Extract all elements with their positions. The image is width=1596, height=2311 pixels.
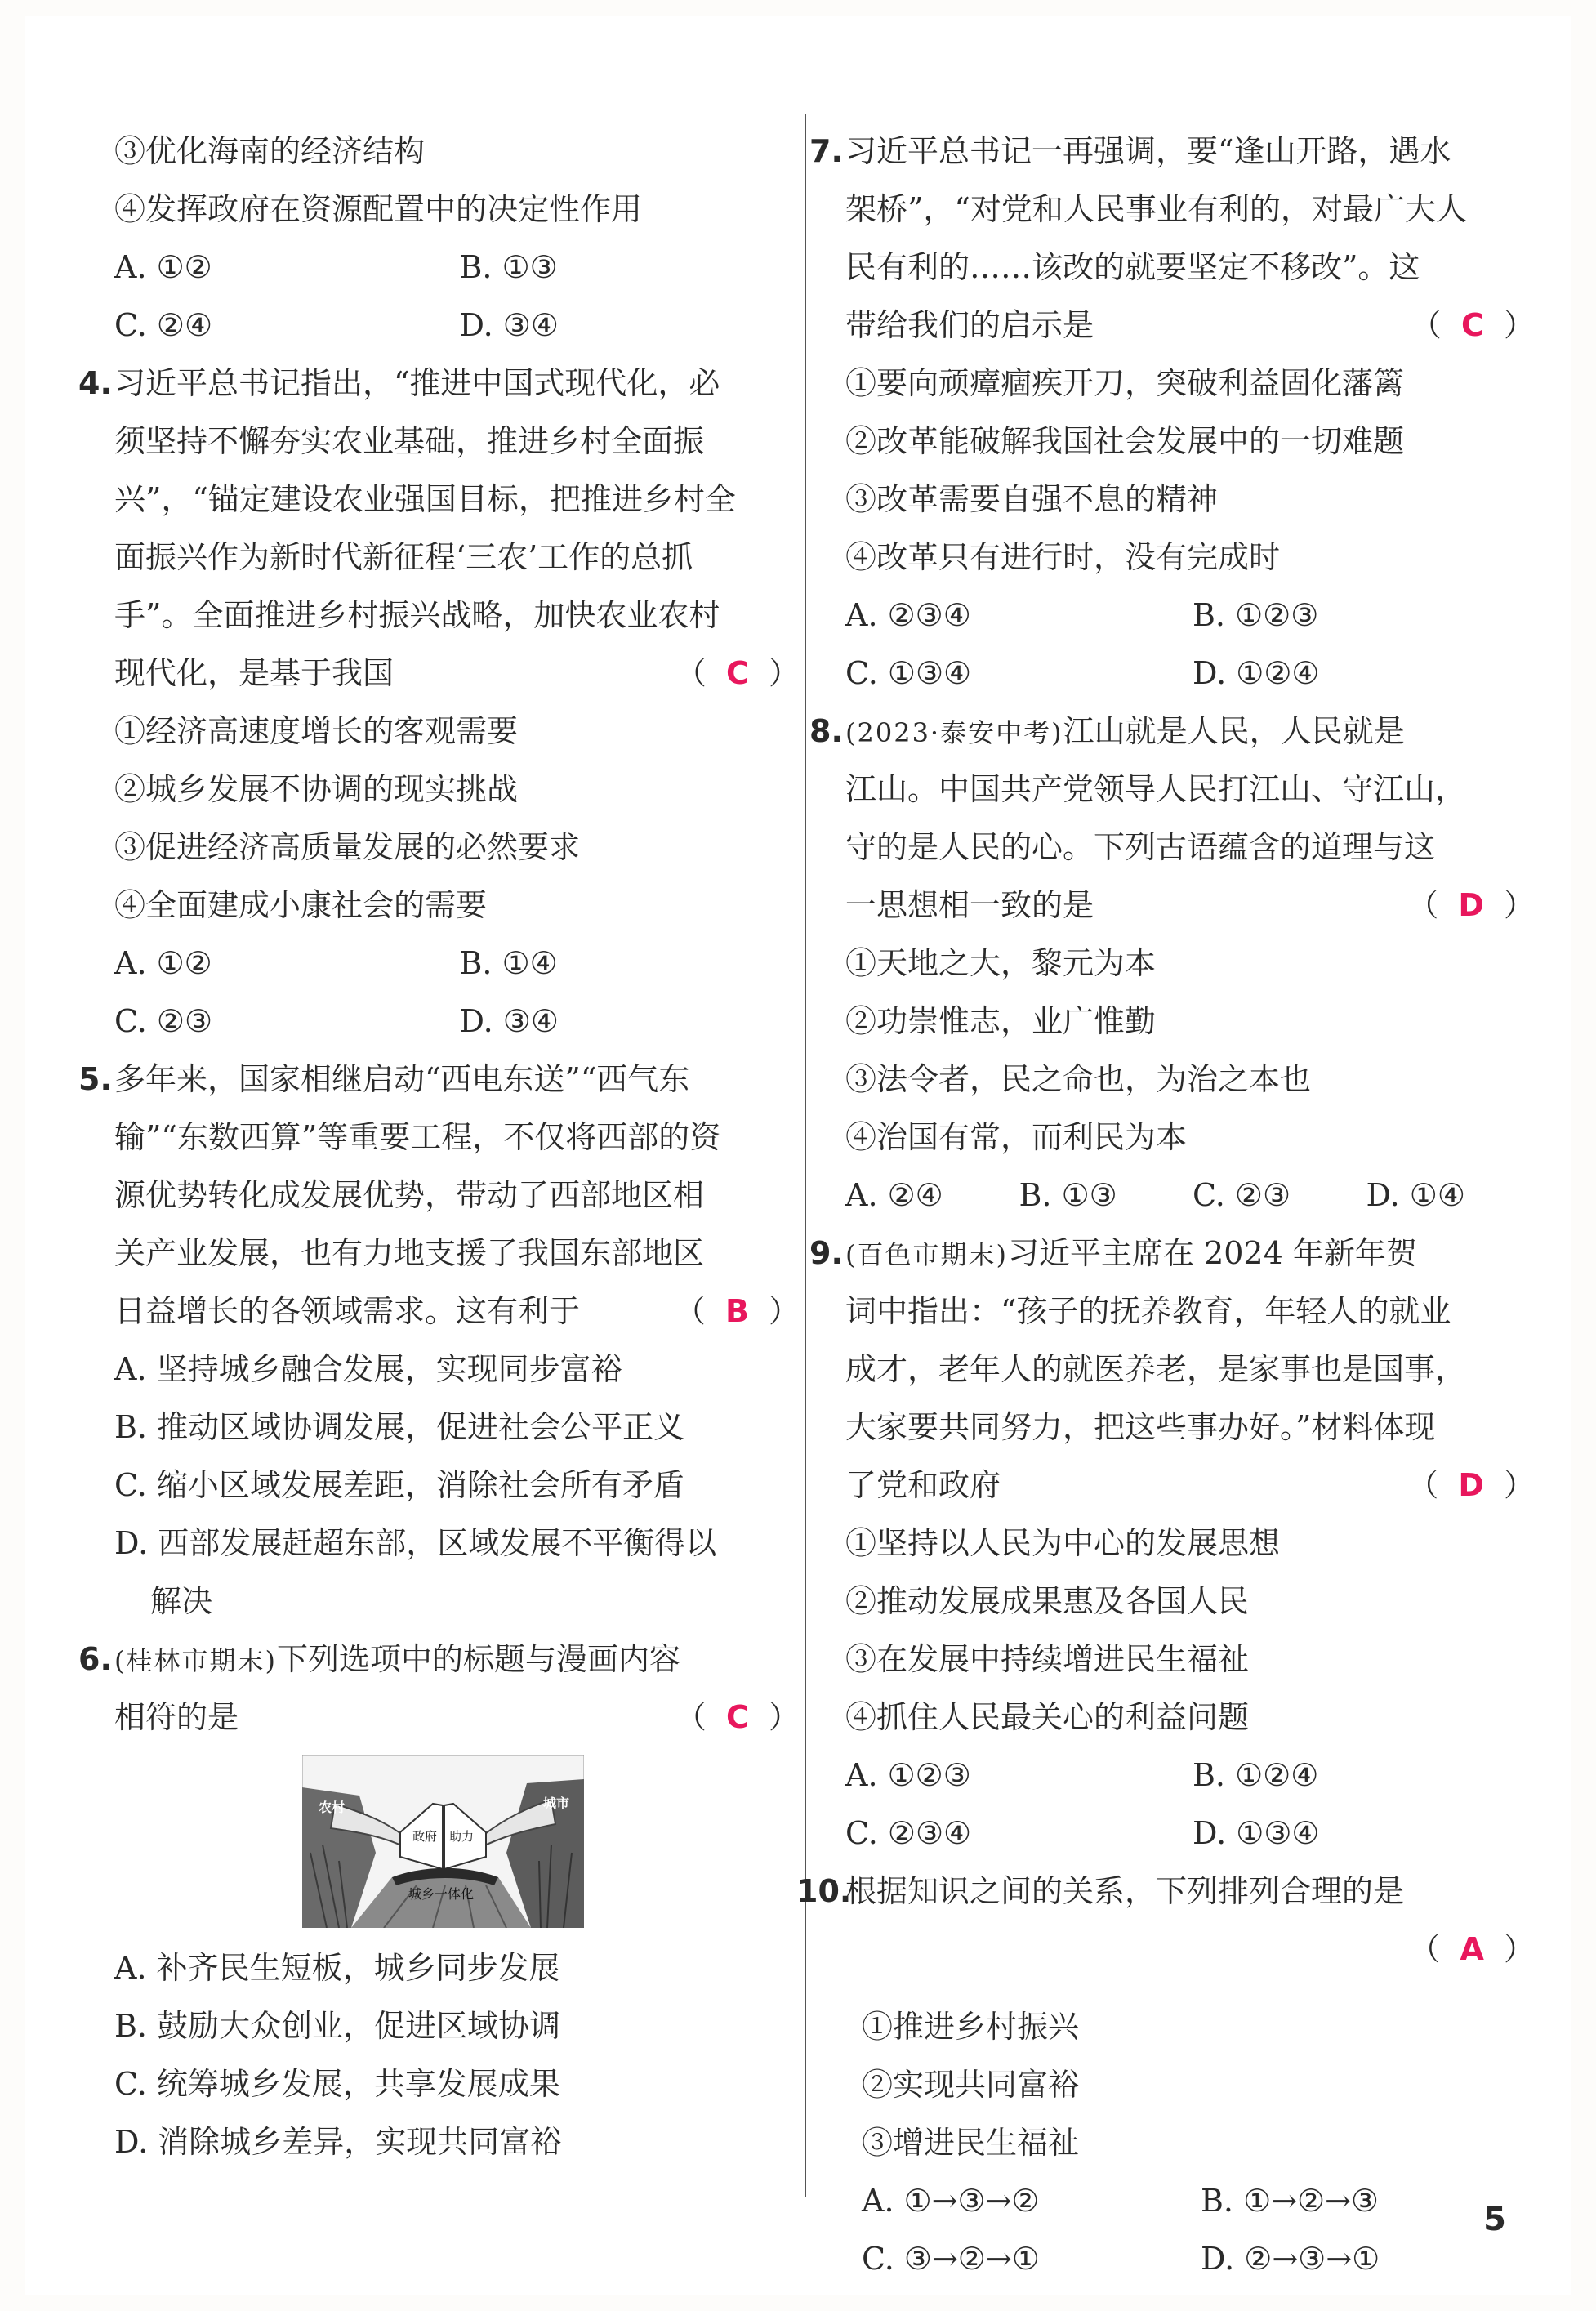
q5-stem-line: 输”“东数西算”等重要工程，不仅将西部的资	[114, 1119, 721, 1155]
q8-stem-line: 江山。中国共产党领导人民打江山、守江山，	[845, 771, 1467, 807]
q5-stem-line: 日益增长的各领域需求。这有利于	[114, 1293, 581, 1329]
q5-option-a[interactable]: A. 坚持城乡融合发展，实现同步富裕	[114, 1351, 622, 1387]
q3-options-row-1	[114, 239, 805, 297]
q4-answer: C	[726, 655, 754, 691]
q9-item-3: ③在发展中持续增进民生福祉	[845, 1641, 1250, 1677]
q4-options-row-1	[114, 935, 805, 993]
q5-option-d-continued: 解决	[150, 1583, 213, 1619]
q5-stem-line: 关产业发展，也有力地支援了我国东部地区	[114, 1235, 705, 1271]
q8-option-c[interactable]: C. ②③	[1193, 1177, 1291, 1213]
q4-stem-line: 习近平总书记指出，“推进中国式现代化，必	[114, 365, 720, 401]
q10-number: 10.	[796, 1873, 852, 1909]
q3-item-4: ④发挥政府在资源配置中的决定性作用	[114, 191, 643, 227]
q4-item-4: ④全面建成小康社会的需要	[114, 887, 488, 923]
q6-option-b[interactable]: B. 鼓励大众创业，促进区域协调	[114, 2008, 561, 2044]
q8-stem-line: 江山就是人民，人民就是	[1063, 713, 1405, 749]
q8-number: 8.	[809, 713, 843, 749]
q7-option-b[interactable]: B. ①②③	[1193, 597, 1319, 633]
q5-option-c[interactable]: C. 缩小区域发展差距，消除社会所有矛盾	[114, 1467, 684, 1503]
q7-stem-line: 架桥”，“对党和人民事业有利的，对最广大人	[845, 191, 1467, 227]
q10-options-row-2	[845, 2230, 1540, 2288]
q4-options-row-2	[114, 993, 805, 1051]
q6-answer-bracket: （ C ）	[675, 1699, 805, 1735]
q3-option-b[interactable]: B. ①③	[459, 249, 558, 285]
q6-stem-line: 相符的是	[114, 1699, 239, 1735]
q4-stem	[78, 355, 805, 703]
q9-stem-line: 了党和政府	[845, 1467, 1001, 1503]
q4-stem-line: 须坚持不懈夯实农业基础，推进乡村全面振	[114, 423, 705, 459]
q9-stem-line: 成才，老年人的就医养老，是家事也是国事，	[845, 1351, 1467, 1387]
right-column	[796, 123, 1540, 2288]
q5-number: 5.	[78, 1061, 112, 1097]
q9-option-b[interactable]: B. ①②④	[1193, 1757, 1319, 1793]
q8-option-a[interactable]: A. ②④	[845, 1177, 943, 1213]
q6-option-d[interactable]: D. 消除城乡差异，实现共同富裕	[114, 2124, 562, 2160]
q7-item-3: ③改革需要自强不息的精神	[845, 481, 1219, 517]
q9-options-row-1	[845, 1747, 1540, 1805]
q8-options-row	[845, 1167, 1540, 1225]
q4-stem-line: 兴”，“锚定建设农业强国目标，把推进乡村全	[114, 481, 736, 517]
q4-item-3: ③促进经济高质量发展的必然要求	[114, 829, 581, 865]
q10-item-1: ①推进乡村振兴	[862, 2009, 1080, 2045]
q8-item-4: ④治国有常，而利民为本	[845, 1119, 1188, 1155]
q5-answer: B	[724, 1293, 754, 1329]
q9-item-4: ④抓住人民最关心的利益问题	[845, 1699, 1250, 1735]
q9-item-2: ②推动发展成果惠及各国人民	[845, 1583, 1250, 1619]
workbook-page	[25, 16, 1571, 2295]
q6-stem-line: 下列选项中的标题与漫画内容	[276, 1641, 680, 1677]
q7-number: 7.	[809, 133, 843, 169]
q4-stem-line: 面振兴作为新时代新征程‘三农’工作的总抓	[114, 539, 693, 575]
q4-answer-bracket: （ C ）	[675, 655, 805, 691]
q5-stem-line: 源优势转化成发展优势，带动了西部地区相	[114, 1177, 705, 1213]
q6-option-c[interactable]: C. 统筹城乡发展，共享发展成果	[114, 2066, 560, 2102]
q3-options-row-2	[114, 297, 805, 355]
left-column	[78, 123, 805, 2171]
q8-stem-line: 一思想相一致的是	[845, 887, 1094, 923]
q9-number: 9.	[809, 1235, 843, 1271]
q3-option-c[interactable]: C. ②④	[114, 307, 213, 343]
q10-stem-line: 根据知识之间的关系，下列排列合理的是	[845, 1873, 1405, 1909]
cartoon-label-integration: 城乡一体化	[408, 1886, 475, 1902]
q5-option-d[interactable]: D. 西部发展赶超东部，区域发展不平衡得以	[114, 1525, 717, 1561]
q10-option-d[interactable]: D. ②→③→①	[1201, 2241, 1380, 2277]
q8-option-d[interactable]: D. ①④	[1366, 1177, 1465, 1213]
q9-option-d[interactable]: D. ①③④	[1193, 1815, 1320, 1851]
q5-stem	[78, 1051, 805, 1341]
q4-stem-line: 现代化，是基于我国	[114, 655, 395, 691]
q10-option-b[interactable]: B. ①→②→③	[1201, 2183, 1379, 2219]
cartoon-label-city: 城市	[543, 1796, 570, 1811]
q3-option-d[interactable]: D. ③④	[459, 307, 559, 343]
q5-option-b[interactable]: B. 推动区域协调发展，促进社会公平正义	[114, 1409, 685, 1445]
q7-option-a[interactable]: A. ②③④	[845, 597, 971, 633]
q7-item-4: ④改革只有进行时，没有完成时	[845, 539, 1281, 575]
spacer	[845, 1979, 1540, 1998]
q4-option-d[interactable]: D. ③④	[459, 1003, 559, 1039]
q7-options-row-1	[845, 587, 1540, 645]
q7-item-2: ②改革能破解我国社会发展中的一切难题	[845, 423, 1405, 459]
q9-item-1: ①坚持以人民为中心的发展思想	[845, 1525, 1281, 1561]
q9-option-c[interactable]: C. ②③④	[845, 1815, 972, 1851]
q10-option-c[interactable]: C. ③→②→①	[862, 2241, 1040, 2277]
q10-options-row-1	[845, 2172, 1540, 2230]
q8-item-2: ②功崇惟志，业广惟勤	[845, 1003, 1157, 1039]
q5-answer-bracket: （ B ）	[674, 1293, 805, 1329]
q9-answer-bracket: （ D ）	[1407, 1467, 1540, 1503]
q4-option-b[interactable]: B. ①④	[459, 945, 558, 981]
q6-answer: C	[726, 1699, 754, 1735]
q6-number: 6.	[78, 1641, 112, 1677]
q7-stem	[809, 123, 1540, 355]
q10-answer-bracket: （ A ）	[1409, 1931, 1540, 1967]
q4-number: 4.	[78, 365, 112, 401]
q10-stem	[796, 1863, 1540, 1979]
q10-answer: A	[1460, 1931, 1489, 1967]
q10-item-3: ③增进民生福祉	[862, 2125, 1080, 2161]
q7-options-row-2	[845, 645, 1540, 703]
cartoon-label-government: 政府	[412, 1829, 438, 1844]
cartoon-image	[302, 1755, 584, 1928]
q9-option-a[interactable]: A. ①②③	[845, 1757, 971, 1793]
q8-item-3: ③法令者，民之命也，为治之本也	[845, 1061, 1312, 1097]
page-number: 5	[1483, 2201, 1506, 2238]
q7-stem-line: 习近平总书记一再强调，要“逢山开路，遇水	[845, 133, 1451, 169]
q8-stem	[809, 703, 1540, 935]
cartoon-label-help: 助力	[449, 1829, 475, 1844]
q8-answer-bracket: （ D ）	[1407, 887, 1540, 923]
q3-item-3: ③优化海南的经济结构	[114, 133, 426, 169]
q9-stem-line: 词中指出：“孩子的抚养教育，年轻人的就业	[845, 1293, 1451, 1329]
q10-item-2: ②实现共同富裕	[862, 2067, 1080, 2103]
q4-option-c[interactable]: C. ②③	[114, 1003, 213, 1039]
cartoon-label-rural: 农村	[319, 1800, 346, 1815]
q6-option-a[interactable]: A. 补齐民生短板，城乡同步发展	[114, 1950, 560, 1986]
q8-source: (2023·泰安中考)	[845, 717, 1063, 748]
q9-options-row-2	[845, 1805, 1540, 1863]
q3-option-a[interactable]: A. ①②	[114, 249, 212, 285]
q7-option-d[interactable]: D. ①②④	[1193, 655, 1320, 691]
q8-item-1: ①天地之大，黎元为本	[845, 945, 1157, 981]
q9-stem-line: 大家要共同努力，把这些事办好。”材料体现	[845, 1409, 1436, 1445]
q7-item-1: ①要向顽瘴痼疾开刀，突破利益固化藩篱	[845, 365, 1405, 401]
q8-option-b[interactable]: B. ①③	[1019, 1177, 1117, 1213]
q7-stem-line: 带给我们的启示是	[845, 307, 1094, 343]
q7-stem-line: 民有利的……该改的就要坚定不移改”。这	[845, 249, 1420, 285]
q6-source: (桂林市期末)	[114, 1645, 277, 1676]
q6-stem	[78, 1631, 805, 1747]
q8-answer: D	[1458, 887, 1489, 923]
q4-item-2: ②城乡发展不协调的现实挑战	[114, 771, 519, 807]
q4-option-a[interactable]: A. ①②	[114, 945, 212, 981]
q9-stem	[809, 1225, 1540, 1515]
q4-stem-line: 手”。全面推进乡村振兴战略，加快农业农村	[114, 597, 720, 633]
q9-source: (百色市期末)	[845, 1239, 1008, 1270]
q7-option-c[interactable]: C. ①③④	[845, 655, 972, 691]
q7-answer-bracket: （ C ）	[1410, 307, 1540, 343]
q8-stem-line: 守的是人民的心。下列古语蕴含的道理与这	[845, 829, 1436, 865]
q5-stem-line: 多年来，国家相继启动“西电东送”“西气东	[114, 1061, 690, 1097]
q9-answer: D	[1458, 1467, 1489, 1503]
q4-item-1: ①经济高速度增长的客观需要	[114, 713, 519, 749]
q10-option-a[interactable]: A. ①→③→②	[862, 2183, 1040, 2219]
q7-answer: C	[1461, 307, 1489, 343]
q9-stem-line: 习近平主席在 2024 年新年贺	[1007, 1235, 1417, 1271]
